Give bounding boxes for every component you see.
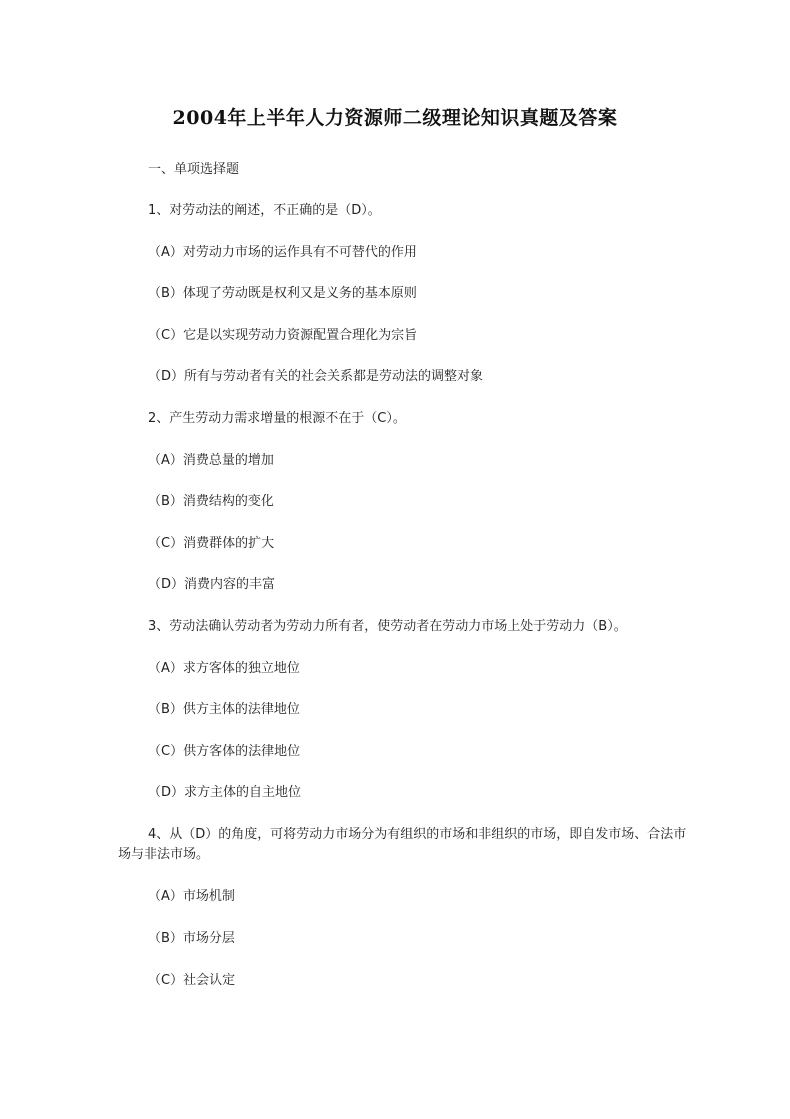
option-1a: （A）对劳动力市场的运作具有不可替代的作用 [148,245,417,260]
question-stem-1: 1、对劳动法的阐述，不正确的是（D）。 [148,203,381,218]
option-1b: （B）体现了劳动既是权利又是义务的基本原则 [148,286,417,301]
option-4c: （C）社会认定 [148,973,236,988]
document-title: 2004年上半年人力资源师二级理论知识真题及答案 [172,107,618,129]
question-stem-3: 3、劳动法确认劳动者为劳动力所有者，使劳动者在劳动力市场上处于劳动力（B）。 [148,619,627,634]
option-2c: （C）消费群体的扩大 [148,536,275,551]
section-heading: 一、单项选择题 [148,162,240,177]
question-stem-4: 4、从（D）的角度，可将劳动力市场分为有组织的市场和非组织的市场，即自发市场、合法市场与非法市场。 [118,827,687,862]
option-4a: （A）市场机制 [148,889,235,904]
option-2b: （B）消费结构的变化 [148,494,274,509]
option-3b: （B）供方主体的法律地位 [148,702,300,717]
option-1d: （D）所有与劳动者有关的社会关系都是劳动法的调整对象 [148,369,484,384]
question-stem-2: 2、产生劳动力需求增量的根源不在于（C）。 [148,411,406,426]
option-2d: （D）消费内容的丰富 [148,577,276,592]
option-2a: （A）消费总量的增加 [148,453,274,468]
option-3c: （C）供方客体的法律地位 [148,744,301,759]
option-1c: （C）它是以实现劳动力资源配置合理化为宗旨 [148,328,418,343]
option-3a: （A）求方客体的独立地位 [148,661,300,676]
option-4b: （B）市场分层 [148,931,235,946]
option-3d: （D）求方主体的自主地位 [148,785,302,800]
